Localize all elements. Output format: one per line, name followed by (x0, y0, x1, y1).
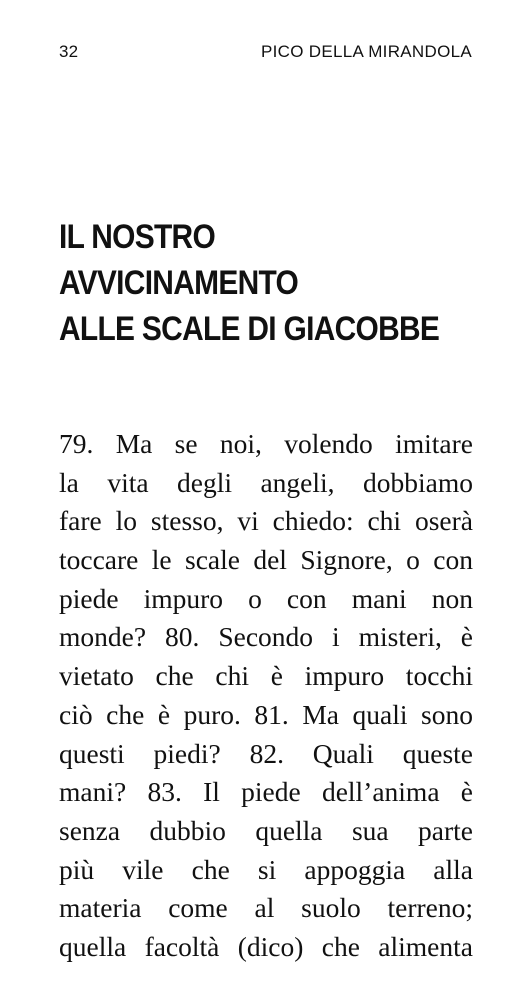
chapter-title-line: IL NOSTRO (59, 218, 216, 256)
body-line: piede impuro o con mani non (59, 582, 473, 614)
body-line: senza dubbio quella sua parte (59, 814, 473, 846)
body-line: la vita degli angeli, dobbiamo (59, 466, 473, 498)
body-line: fare lo stesso, vi chiedo: chi oserà (59, 505, 473, 537)
body-text (59, 425, 473, 967)
chapter-title-line: ALLE SCALE DI GIACOBBE (59, 310, 440, 348)
body-line: vietato che chi è impuro tocchi (59, 660, 473, 692)
body-line: più vile che si appoggia alla (59, 853, 473, 885)
body-line: toccare le scale del Signore, o con (59, 544, 473, 576)
body-line: monde? 80. Secondo i misteri, è (59, 621, 473, 653)
body-line: questi piedi? 82. Quali queste (59, 737, 473, 769)
chapter-title-line: AVVICINAMENTO (59, 264, 299, 302)
body-line: ciò che è puro. 81. Ma quali sono (59, 698, 473, 730)
body-line: mani? 83. Il piede dell’anima è (59, 776, 473, 808)
page-number: 32 (59, 42, 79, 61)
running-head: PICO DELLA MIRANDOLA (260, 42, 472, 61)
body-line: quella facoltà (dico) che alimenta (59, 930, 473, 962)
body-line: materia come al suolo terreno; (59, 892, 473, 924)
chapter-title (59, 214, 440, 352)
body-line: 79. Ma se noi, volendo imitare (59, 428, 473, 459)
